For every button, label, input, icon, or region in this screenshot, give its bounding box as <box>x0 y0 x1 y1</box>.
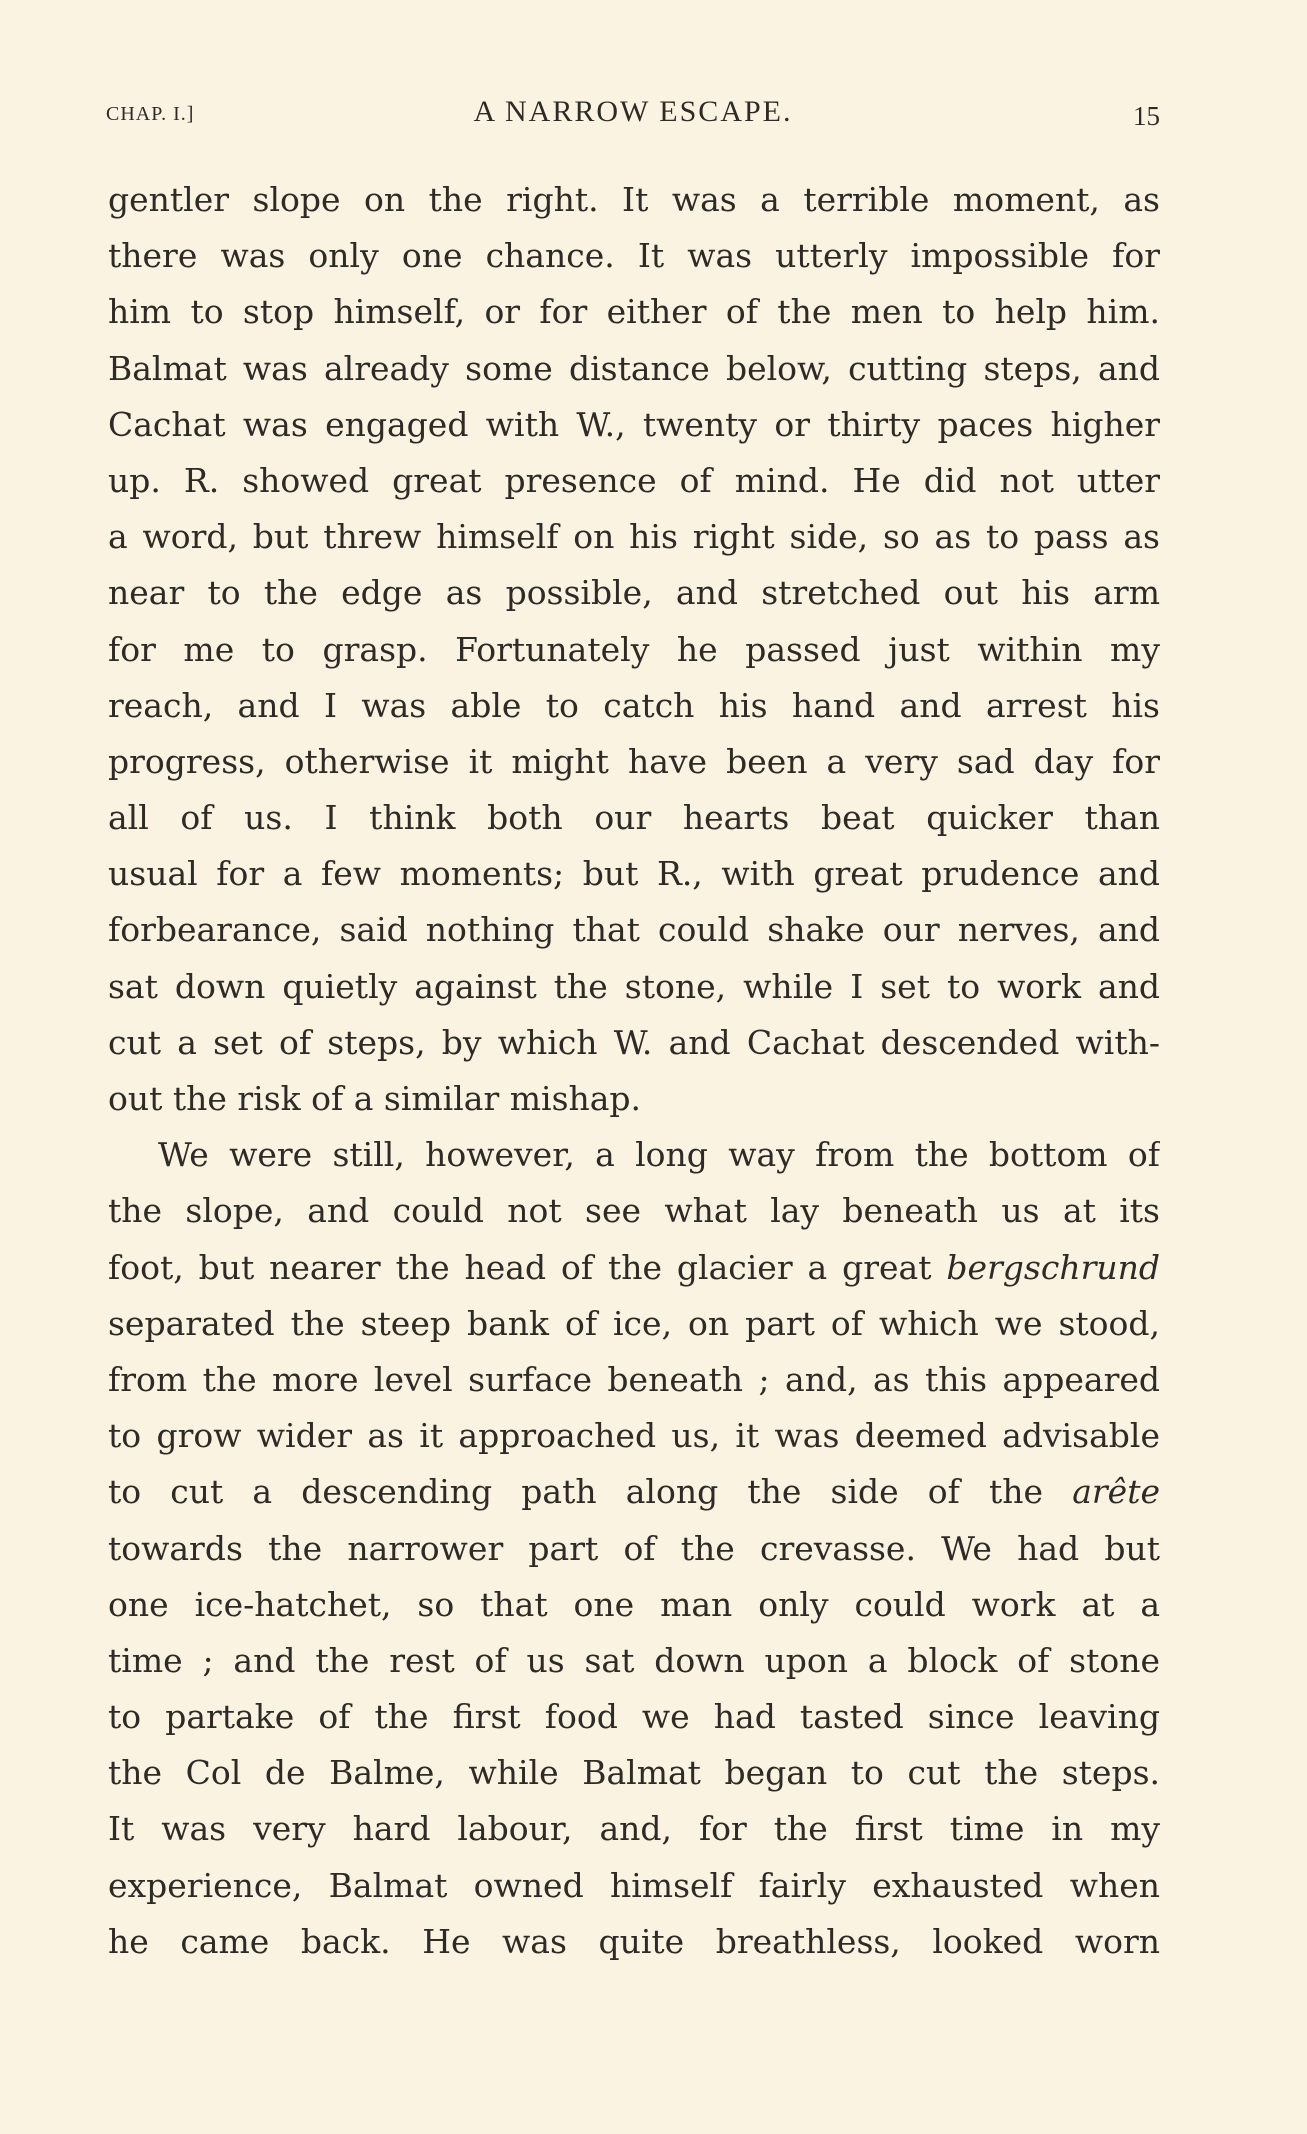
text-line-with-italic <box>108 1240 1160 1296</box>
text-line: the slope, and could not see what lay beneath us at its <box>108 1191 1160 1231</box>
body-text <box>108 172 1160 1970</box>
text-line: him to stop himself, or for either of the men to help him. <box>108 292 1160 332</box>
text-line: reach, and I was able to catch his hand and arrest his <box>108 685 1160 725</box>
paragraph-start-line: We were still, however, a long way from the bottom of <box>158 1135 1160 1175</box>
chapter-marker: CHAP. I.] <box>106 103 195 125</box>
text-line: Balmat was already some distance below, cutting steps, and <box>108 348 1160 388</box>
paragraph-end-line: out the risk of a similar mishap. <box>108 1079 642 1118</box>
text-line: It was very hard labour, and, for the first time in my <box>108 1809 1160 1849</box>
text-line: all of us. I think both our hearts beat quicker than <box>108 798 1160 838</box>
text-segment: to cut a descending path along the side of the <box>108 1472 1073 1512</box>
text-line: he came back. He was quite breathless, looked worn <box>108 1921 1160 1961</box>
text-line: usual for a few moments; but R., with great prudence and <box>108 854 1160 894</box>
text-line: experience, Balmat owned himself fairly exhausted when <box>108 1865 1160 1905</box>
text-line: up. R. showed great presence of mind. He did not utter <box>108 460 1160 500</box>
text-line: cut a set of steps, by which W. and Cachat descended with- <box>108 1022 1160 1062</box>
text-line: sat down quietly against the stone, while I set to work and <box>108 966 1160 1006</box>
text-line-with-italic <box>108 1464 1160 1520</box>
italic-term: bergschrund <box>946 1247 1160 1287</box>
text-line: a word, but threw himself on his right side, so as to pass as <box>108 517 1160 557</box>
text-line: there was only one chance. It was utterly impossible for <box>108 236 1160 276</box>
text-segment: foot, but nearer the head of the glacier a great <box>108 1247 947 1287</box>
text-line: near to the edge as possible, and stretched out his arm <box>108 573 1160 613</box>
running-title: A NARROW ESCAPE. <box>473 95 793 128</box>
text-line: for me to grasp. Fortunately he passed just within my <box>108 629 1160 669</box>
running-head <box>106 95 1160 139</box>
text-line: towards the narrower part of the crevasse. We had but <box>108 1528 1160 1568</box>
text-line: the Col de Balme, while Balmat began to cut the steps. <box>108 1753 1160 1793</box>
text-line: one ice-hatchet, so that one man only could work at a <box>108 1584 1160 1624</box>
text-line: time ; and the rest of us sat down upon a block of stone <box>108 1640 1160 1680</box>
text-line: from the more level surface beneath ; and, as this appeared <box>108 1359 1160 1399</box>
text-line: gentler slope on the right. It was a terrible moment, as <box>108 180 1160 219</box>
text-line: separated the steep bank of ice, on part of which we stood, <box>108 1303 1160 1343</box>
text-line: Cachat was engaged with W., twenty or thirty paces higher <box>108 404 1160 444</box>
page-number: 15 <box>1133 101 1160 131</box>
text-line: to grow wider as it approached us, it was deemed advisable <box>108 1416 1160 1456</box>
text-line: progress, otherwise it might have been a very sad day for <box>108 741 1160 781</box>
italic-term: arête <box>1072 1472 1160 1512</box>
text-line: forbearance, said nothing that could shake our nerves, and <box>108 910 1160 950</box>
text-line: to partake of the first food we had tasted since leaving <box>108 1697 1160 1737</box>
